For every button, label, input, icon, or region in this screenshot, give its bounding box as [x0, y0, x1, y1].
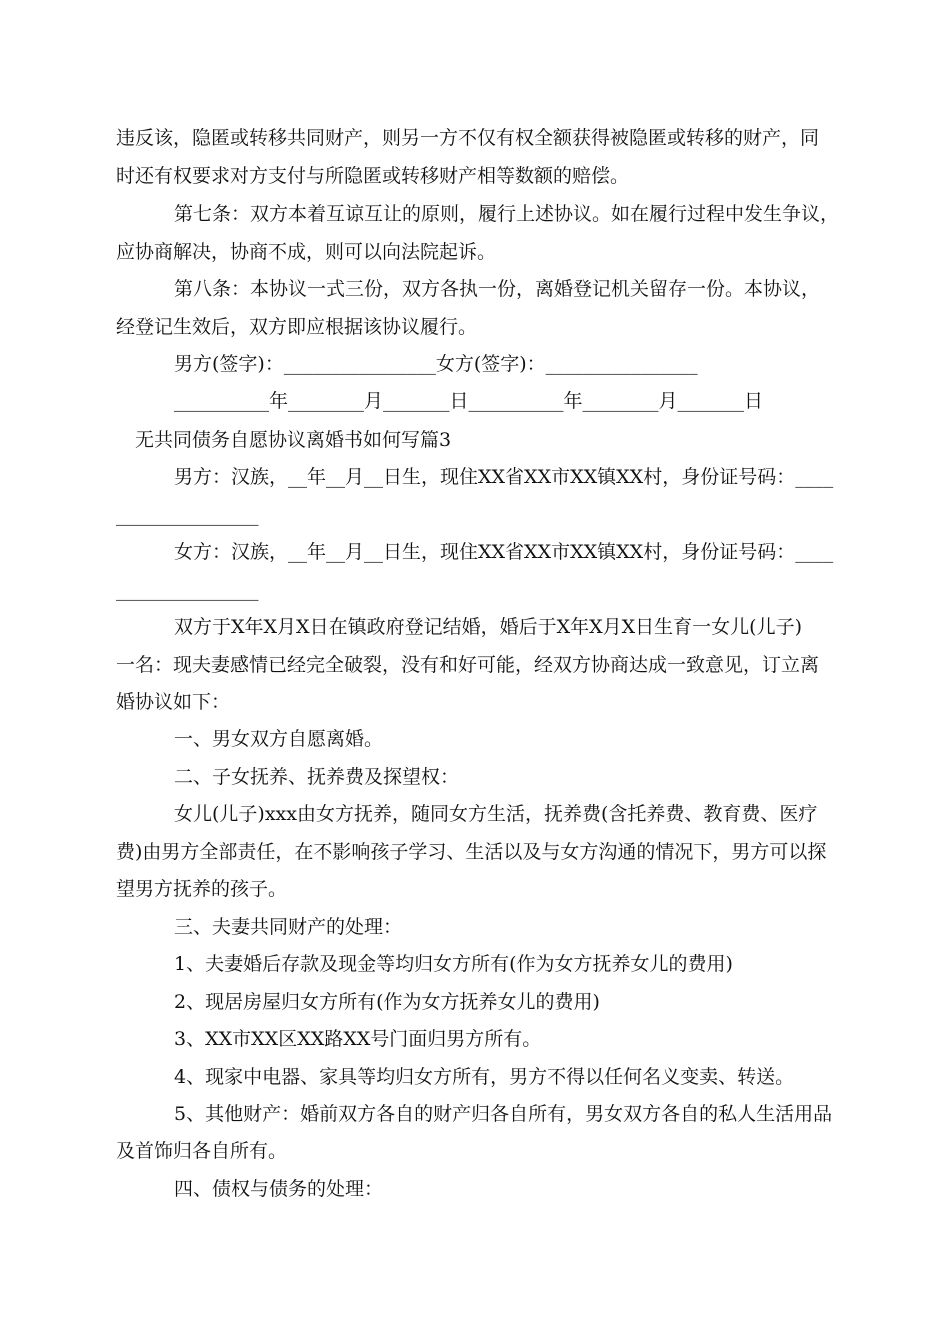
clause-heading: 二、子女抚养、抚养费及探望权：: [174, 766, 460, 788]
female-party-line: _______________: [116, 579, 259, 601]
clause-heading: 四、债权与债务的处理：: [174, 1178, 384, 1200]
child-support-line: 费)由男方全部责任，在不影响孩子学习、生活以及与女方沟通的情况下，男方可以探: [116, 841, 827, 863]
property-item: 4、现家中电器、家具等均归女方所有，男方不得以任何名义变卖、转送。: [174, 1066, 795, 1088]
intro-line: 一名：现夫妻感情已经完全破裂，没有和好可能，经双方协商达成一致意见，订立离: [116, 654, 820, 676]
clause-heading: 三、夫妻共同财产的处理：: [174, 916, 403, 938]
male-party-line: _______________: [116, 504, 259, 526]
property-item: 3、XX市XX区XX路XX号门面归男方所有。: [174, 1028, 542, 1050]
property-item: 1、夫妻婚后存款及现金等均归女方所有(作为女方抚养女儿的费用): [174, 953, 733, 975]
clause-heading: 一、男女双方自愿离婚。: [174, 728, 384, 750]
child-support-line: 女儿(儿子)xxx由女方抚养，随同女方生活，抚养费(含托养费、教育费、医疗: [174, 803, 818, 825]
text-line: 时还有权要求对方支付与所隐匿或转移财产相等数额的赔偿。: [116, 165, 630, 187]
intro-line: 婚协议如下：: [116, 691, 231, 713]
text-line: 违反该，隐匿或转移共同财产，则另一方不仅有权全额获得被隐匿或转移的财产，同: [116, 127, 820, 149]
intro-line: 双方于X年X月X日在镇政府登记结婚，婚后于X年X月X日生育一女儿(儿子): [174, 616, 802, 638]
article-8-line: 第八条：本协议一式三份，双方各执一份，离婚登记机关留存一份。本协议，: [174, 278, 821, 300]
article-7-line: 应协商解决，协商不成，则可以向法院起诉。: [116, 241, 497, 263]
male-party-line: 男方：汉族，__年__月__日生，现住XX省XX市XX镇XX村，身份证号码：____: [174, 466, 834, 488]
date-line: __________年________月_______日__________年________月_______日: [174, 390, 764, 412]
property-item: 5、其他财产：婚前双方各自的财产归各自所有，男女双方各自的私人生活用品: [174, 1103, 833, 1125]
article-7-line: 第七条：双方本着互谅互让的原则，履行上述协议。如在履行过程中发生争议，: [174, 203, 840, 225]
property-item: 及首饰归各自所有。: [116, 1140, 288, 1162]
child-support-line: 望男方抚养的孩子。: [116, 878, 288, 900]
article-8-line: 经登记生效后，双方即应根据该协议履行。: [116, 316, 478, 338]
signature-line: 男方(签字)：________________女方(签字)：________________: [174, 353, 698, 375]
property-item: 2、现居房屋归女方所有(作为女方抚养女儿的费用): [174, 991, 600, 1013]
section-title: 无共同债务自愿协议离婚书如何写篇3: [135, 429, 452, 451]
female-party-line: 女方：汉族，__年__月__日生，现住XX省XX市XX镇XX村，身份证号码：____: [174, 541, 834, 563]
